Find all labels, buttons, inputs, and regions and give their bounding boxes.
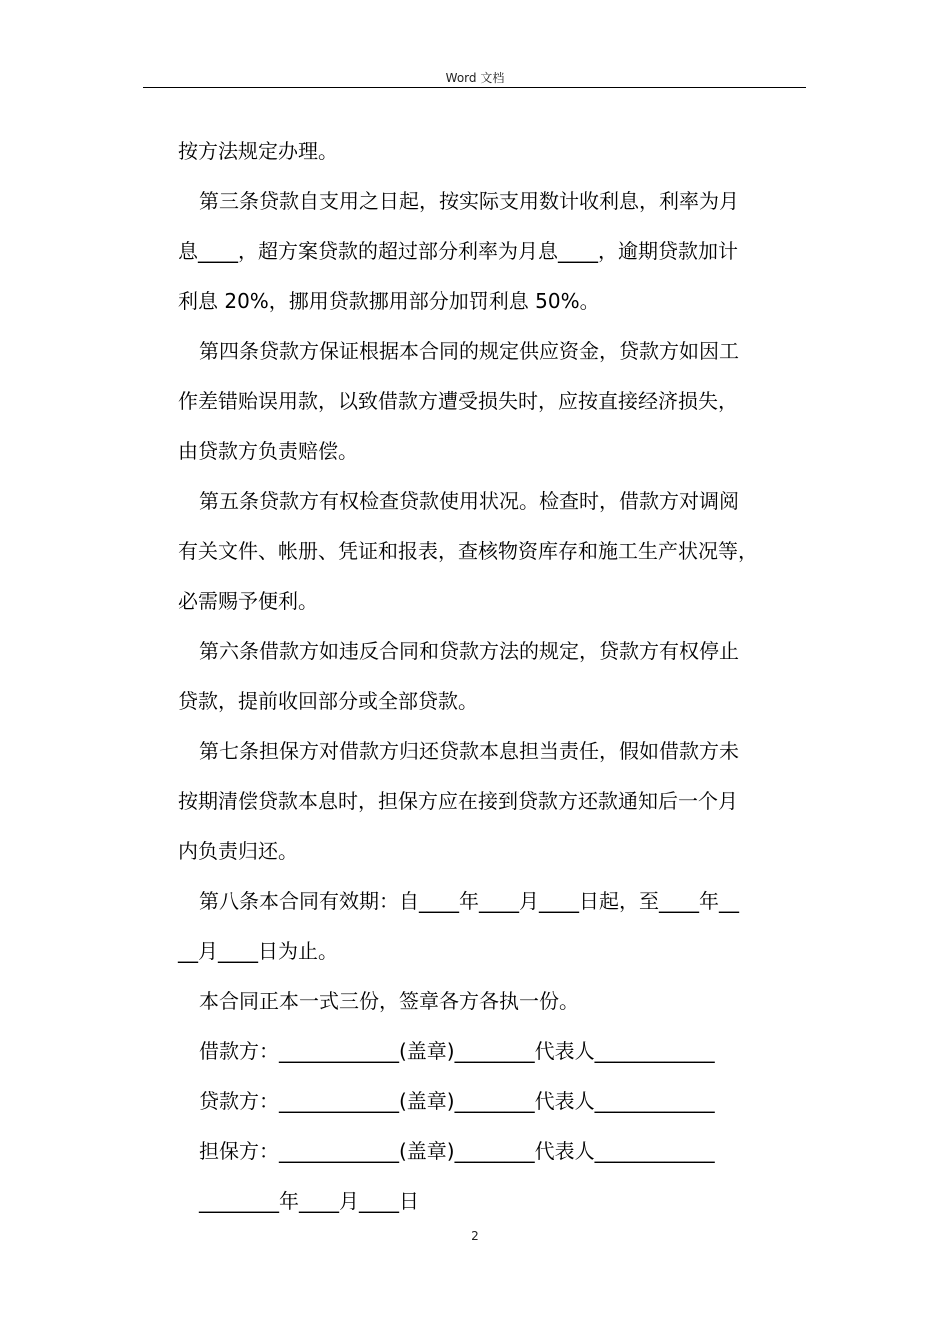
text-line: 第七条担保方对借款方归还贷款本息担当责任，假如借款方未 (199, 739, 739, 763)
text-line: 按方法规定办理。 (178, 139, 338, 163)
text-line: 由贷款方负责赔偿。 (178, 439, 358, 463)
text-line: 本合同正本一式三份，签章各方各执一份。 (199, 989, 579, 1013)
text-line: 第五条贷款方有权检查贷款使用状况。检查时，借款方对调阅 (199, 489, 739, 513)
text-line: __月____日为止。 (178, 939, 338, 963)
text-line: 担保方：____________(盖章)________代表人____________ (199, 1139, 715, 1163)
header-divider (143, 87, 806, 88)
document-body (178, 126, 818, 1226)
text-line: ________年____月____日 (199, 1189, 419, 1213)
text-line: 第四条贷款方保证根据本合同的规定供应资金，贷款方如因工 (199, 339, 739, 363)
text-line: 按期清偿贷款本息时，担保方应在接到贷款方还款通知后一个月 (178, 789, 738, 813)
text-line: 必需赐予便利。 (178, 589, 318, 613)
page-header-title: Word 文档 (445, 71, 505, 85)
text-line: 内负责归还。 (178, 839, 298, 863)
text-line: 有关文件、帐册、凭证和报表，查核物资库存和施工生产状况等， (178, 539, 758, 563)
text-line: 第三条贷款自支用之日起，按实际支用数计收利息，利率为月 (199, 189, 739, 213)
text-line: 息____，超方案贷款的超过部分利率为月息____，逾期贷款加计 (178, 239, 738, 263)
text-line: 贷款，提前收回部分或全部贷款。 (178, 689, 478, 713)
text-line: 贷款方：____________(盖章)________代表人____________ (199, 1089, 715, 1113)
text-line: 利息 20%，挪用贷款挪用部分加罚利息 50%。 (178, 289, 600, 313)
text-line: 第六条借款方如违反合同和贷款方法的规定，贷款方有权停止 (199, 639, 739, 663)
text-line: 第八条本合同有效期：自____年____月____日起，至____年__ (199, 889, 739, 913)
page-number: 2 (471, 1229, 479, 1243)
text-line: 借款方：____________(盖章)________代表人____________ (199, 1039, 715, 1063)
text-line: 作差错贻误用款，以致借款方遭受损失时，应按直接经济损失， (178, 389, 738, 413)
